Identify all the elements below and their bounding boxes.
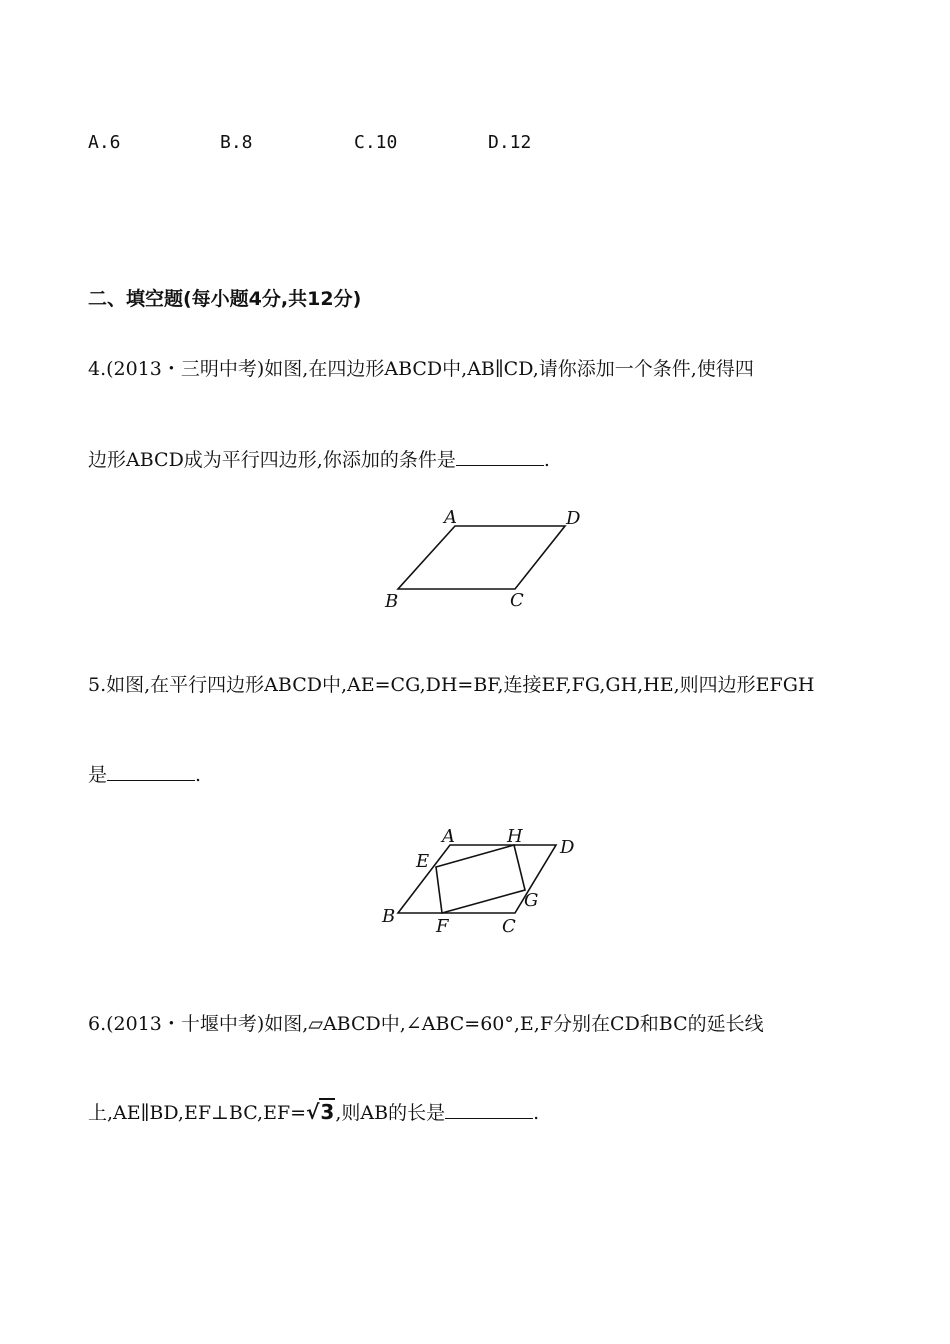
q5-label-g: G bbox=[524, 890, 539, 911]
q4-line2 bbox=[88, 447, 550, 472]
q5-label-b: B bbox=[382, 906, 396, 927]
q5-figure-parallelogram bbox=[370, 818, 610, 943]
option-a: A.6 bbox=[88, 132, 121, 153]
q5-line1: 5.如图,在平行四边形ABCD中,AE=CG,DH=BF,连接EF,FG,GH,HE,则四边形EFGH bbox=[88, 674, 815, 696]
q6-line1: 6.(2013・十堰中考)如图,▱ABCD中,∠ABC=60°,E,F分别在CD和BC的延长线 bbox=[88, 1013, 764, 1035]
q5-label-c: C bbox=[502, 916, 516, 937]
q4-figure-parallelogram bbox=[370, 500, 610, 618]
q4-answer-blank bbox=[456, 447, 544, 466]
q4-label-a: A bbox=[444, 507, 457, 528]
q6-end: . bbox=[533, 1102, 540, 1124]
q6-answer-blank bbox=[445, 1100, 533, 1119]
sqrt-symbol: √ bbox=[306, 1100, 320, 1124]
q4-line1: 4.(2013・三明中考)如图,在四边形ABCD中,AB∥CD,请你添加一个条件,使得四 bbox=[88, 358, 754, 380]
q4-end: . bbox=[543, 449, 550, 471]
q4-label-b: B bbox=[385, 591, 399, 612]
q4-parallelogram-shape bbox=[398, 526, 565, 589]
q4-line2-text: 边形ABCD成为平行四边形,你添加的条件是 bbox=[88, 449, 456, 471]
answer-options bbox=[88, 132, 688, 156]
q5-line2-text: 是 bbox=[88, 764, 108, 786]
q5-label-f: F bbox=[436, 916, 449, 937]
q4-label-c: C bbox=[510, 590, 524, 611]
option-d: D.12 bbox=[488, 132, 532, 153]
sqrt-radicand: 3 bbox=[320, 1100, 335, 1124]
q6-line2-suffix: ,则AB的长是 bbox=[335, 1102, 446, 1124]
q5-answer-blank bbox=[107, 762, 195, 781]
q5-label-h: H bbox=[507, 826, 523, 847]
q6-line2-prefix: 上,AE∥BD,EF⊥BC,EF= bbox=[88, 1102, 307, 1124]
option-c: C.10 bbox=[354, 132, 398, 153]
option-b: B.8 bbox=[220, 132, 253, 153]
q5-end: . bbox=[195, 764, 202, 786]
q5-label-d: D bbox=[560, 837, 575, 858]
sqrt-three bbox=[306, 1098, 335, 1124]
q5-inner-quadrilateral bbox=[436, 845, 525, 913]
q5-label-e: E bbox=[416, 851, 430, 872]
q4-label-d: D bbox=[566, 508, 581, 529]
section-title: 二、填空题(每小题4分,共12分) bbox=[88, 288, 362, 310]
q6-line2 bbox=[88, 1100, 539, 1125]
q5-label-a: A bbox=[442, 826, 455, 847]
q5-line2 bbox=[88, 762, 201, 787]
